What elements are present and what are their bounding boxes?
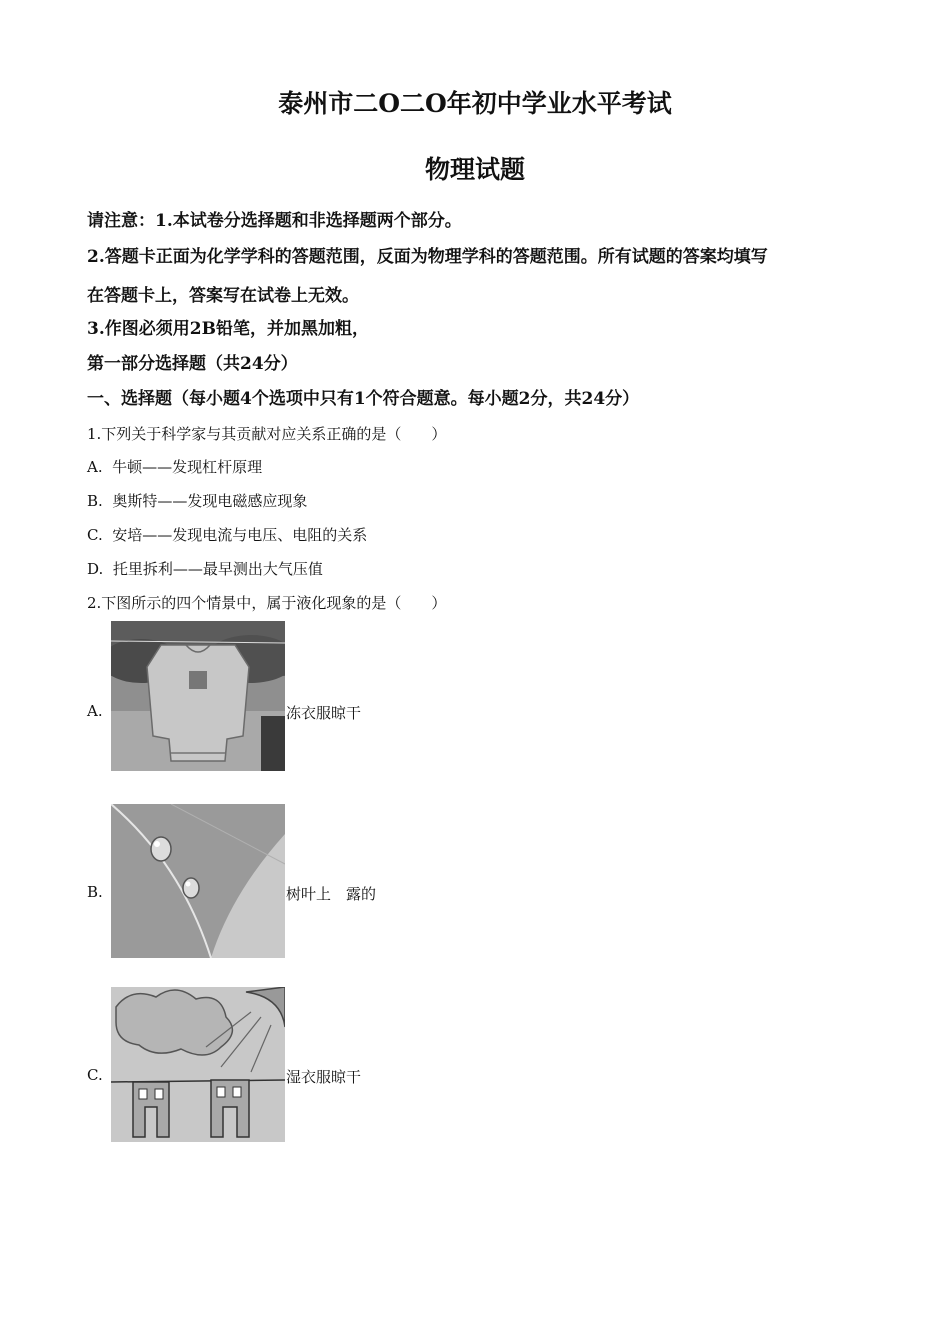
notice-line-2: 2.答题卡正面为化学学科的答题范围，反面为物理学科的答题范围。所有试题的答案均填写 xyxy=(87,247,768,267)
q2-option-c-label: C. xyxy=(87,1066,103,1084)
option-label: C. xyxy=(87,526,103,544)
wet-clothes-image xyxy=(111,987,285,1142)
q1-stem: 1.下列关于科学家与其贡献对应关系正确的是（ ） xyxy=(87,425,447,443)
q1-option-a xyxy=(87,456,262,477)
q2-option-b-label: B. xyxy=(87,883,103,901)
q1-option-d xyxy=(87,558,323,579)
q2-option-a-label: A. xyxy=(87,702,103,720)
notice-line-3: 在答题卡上，答案写在试卷上无效。 xyxy=(87,286,359,306)
q2-stem: 2.下图所示的四个情景中，属于液化现象的是（ ） xyxy=(87,594,447,612)
option-text: 牛顿——发现杠杆原理 xyxy=(112,458,263,476)
option-label: B. xyxy=(87,492,103,510)
option-text: 安培——发现电流与电压、电阻的关系 xyxy=(112,526,368,544)
part-heading: 第一部分选择题（共24分） xyxy=(87,354,298,374)
q1-option-b xyxy=(87,490,307,511)
frozen-clothes-image xyxy=(111,621,285,771)
notice-line-4: 3.作图必须用2B铅笔，并加黑加粗， xyxy=(87,319,369,339)
notice-line-1: 请注意：1.本试卷分选择题和非选择题两个部分。 xyxy=(87,211,462,231)
option-label: D. xyxy=(87,560,104,578)
option-text: 托里拆利——最早测出大气压值 xyxy=(112,560,323,578)
option-text: 奥斯特——发现电磁感应现象 xyxy=(112,492,308,510)
section-heading: 一、选择题（每小题4个选项中只有1个符合题意。每小题2分，共24分） xyxy=(87,389,640,409)
page-subtitle: 物理试题 xyxy=(424,155,525,184)
q1-option-c xyxy=(87,524,367,545)
q2-option-c-text: 湿衣服晾干 xyxy=(286,1068,362,1086)
leaf-dew-image xyxy=(111,804,285,958)
q2-option-b-text: 树叶上 露的 xyxy=(286,885,377,903)
option-label: A. xyxy=(87,458,103,476)
page-title: 泰州市二O二O年初中学业水平考试 xyxy=(278,89,672,118)
q2-option-a-text: 冻衣服晾干 xyxy=(286,704,362,722)
